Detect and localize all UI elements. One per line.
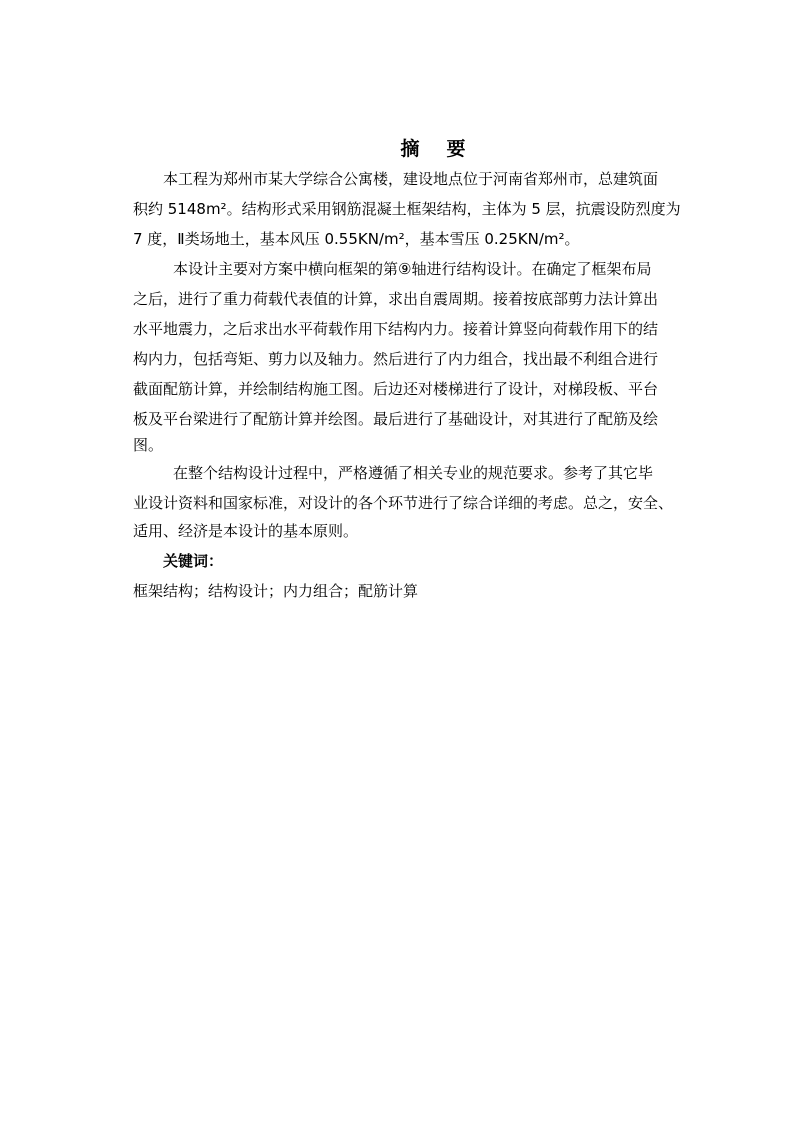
paragraph-2-line-1: 本设计主要对方案中横向框架的第⑨轴进行结构设计。在确定了框架布局: [173, 260, 652, 278]
paragraph-3-line-3: 适用、经济是本设计的基本原则。: [133, 522, 359, 540]
paragraph-2-line-3: 水平地震力，之后求出水平荷载作用下结构内力。接着计算竖向荷载作用下的结: [133, 320, 659, 338]
paragraph-2-line-4: 构内力，包括弯矩、剪力以及轴力。然后进行了内力组合，找出最不利组合进行: [133, 350, 659, 368]
page-title: 摘 要: [400, 138, 470, 160]
keywords-label: 关键词：: [163, 552, 224, 570]
paragraph-2-line-5: 截面配筋计算，并绘制结构施工图。后边还对楼梯进行了设计，对梯段板、平台: [133, 380, 659, 398]
paragraph-3-line-1: 在整个结构设计过程中，严格遵循了相关专业的规范要求。参考了其它毕: [173, 464, 654, 482]
paragraph-2-line-6: 板及平台梁进行了配筋计算并绘图。最后进行了基础设计，对其进行了配筋及绘: [133, 410, 659, 428]
paragraph-1-line-2: 积约 5148m²。结构形式采用钢筋混凝土框架结构，主体为 5 层，抗震设防烈度为: [133, 200, 681, 218]
paragraph-2-line-2: 之后，进行了重力荷载代表值的计算，求出自震周期。接着按底部剪力法计算出: [133, 290, 659, 308]
paragraph-3-line-2: 业设计资料和国家标准，对设计的各个环节进行了综合详细的考虑。总之，安全、: [133, 494, 674, 512]
paragraph-2-line-7: 图。: [133, 436, 164, 454]
paragraph-1-line-3: 7 度，Ⅱ类场地土，基本风压 0.55KN/m²，基本雪压 0.25KN/m²。: [133, 230, 580, 248]
paragraph-1-line-1: 本工程为郑州市某大学综合公寓楼，建设地点位于河南省郑州市，总建筑面: [163, 170, 659, 188]
keywords-text: 框架结构；结构设计；内力组合；配筋计算: [133, 582, 419, 600]
